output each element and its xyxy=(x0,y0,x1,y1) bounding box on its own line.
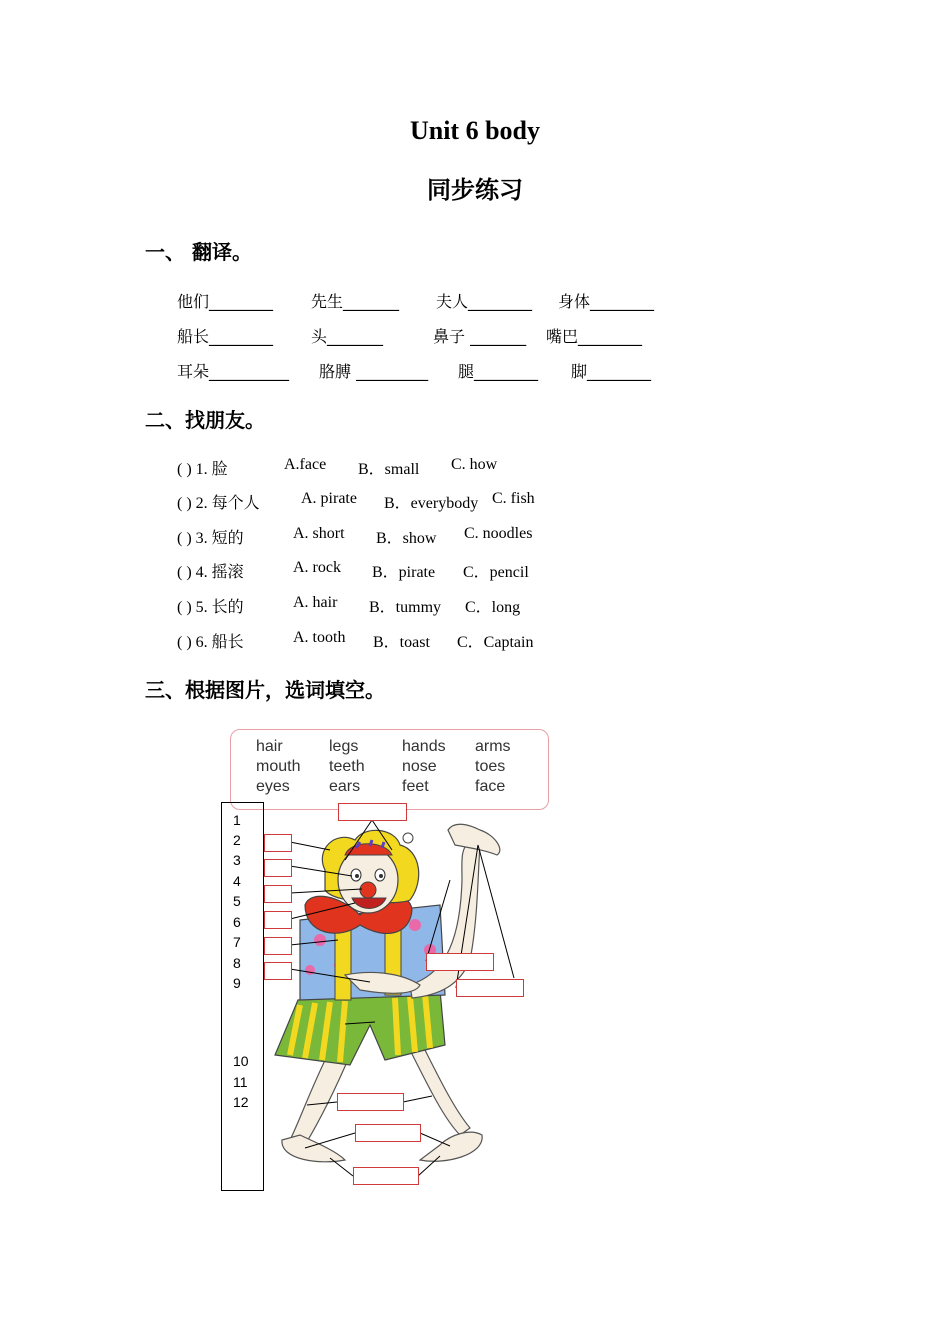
question-stem: ( ) 1. 脸 xyxy=(177,461,228,478)
word-bank-word: face xyxy=(475,778,506,795)
label-box[interactable] xyxy=(264,859,292,877)
section-1-heading: 一、 翻译。 xyxy=(145,240,252,264)
label-box[interactable] xyxy=(264,834,292,852)
section-2-heading: 二、找朋友。 xyxy=(145,408,265,432)
vocab-item: 夫人________ xyxy=(436,292,533,311)
word-bank-word: ears xyxy=(329,778,361,795)
label-box[interactable] xyxy=(456,979,524,997)
word-bank-word: nose xyxy=(402,758,437,775)
page-title: Unit 6 body xyxy=(409,116,541,145)
option-c: C. how xyxy=(451,456,498,473)
answer-number: 3 xyxy=(233,852,241,868)
vocab-item: 身体________ xyxy=(558,292,655,311)
clown-pupil xyxy=(379,874,383,878)
option-b: B．show xyxy=(376,530,437,547)
option-a: A. tooth xyxy=(293,629,346,646)
question-stem: ( ) 2. 每个人 xyxy=(177,495,260,512)
option-a: A. short xyxy=(293,525,345,542)
question-stem: ( ) 4. 摇滚 xyxy=(177,564,244,581)
option-a: A. hair xyxy=(293,594,338,611)
answer-number: 10 xyxy=(233,1053,249,1069)
vocab-item: 他们________ xyxy=(177,292,274,311)
label-box[interactable] xyxy=(353,1167,419,1185)
word-bank-word: mouth xyxy=(256,758,301,775)
question-stem: ( ) 6. 船长 xyxy=(177,634,244,651)
flower-icon xyxy=(403,833,413,843)
option-c: C. noodles xyxy=(464,525,533,542)
option-a: A.face xyxy=(284,456,327,473)
answer-number: 1 xyxy=(233,812,241,828)
option-c: C. fish xyxy=(492,490,535,507)
word-bank-word: feet xyxy=(402,778,429,795)
answer-number: 12 xyxy=(233,1094,249,1110)
option-b: B．small xyxy=(358,461,420,478)
vocab-item: 脚________ xyxy=(571,362,652,381)
word-bank-word: legs xyxy=(329,738,359,755)
clown-nose xyxy=(360,882,376,898)
word-bank-word: hands xyxy=(402,738,446,755)
vocab-item: 腿________ xyxy=(458,362,539,381)
label-box[interactable] xyxy=(337,1093,404,1111)
answer-number: 7 xyxy=(233,934,241,950)
answer-number: 11 xyxy=(233,1074,248,1090)
vocab-item: 嘴巴________ xyxy=(546,327,643,346)
question-stem: ( ) 5. 长的 xyxy=(177,599,244,616)
answer-number-column xyxy=(221,802,264,1191)
option-c: C．pencil xyxy=(463,564,529,581)
polka-dot xyxy=(314,934,326,946)
label-box[interactable] xyxy=(264,962,292,980)
option-b: B．everybody xyxy=(384,495,479,512)
option-a: A. pirate xyxy=(301,490,357,507)
vocab-item: 船长________ xyxy=(177,327,274,346)
label-box[interactable] xyxy=(264,885,292,903)
label-box[interactable] xyxy=(264,937,292,955)
vocab-item: 头_______ xyxy=(311,327,384,346)
word-bank-word: arms xyxy=(475,738,511,755)
word-bank-word: toes xyxy=(475,758,506,775)
polka-dot xyxy=(409,919,421,931)
option-c: C．long xyxy=(465,599,521,616)
option-a: A. rock xyxy=(293,559,341,576)
vocab-item: 耳朵__________ xyxy=(177,362,290,381)
section-3-heading: 三、根据图片，选词填空。 xyxy=(145,678,385,702)
answer-number: 2 xyxy=(233,832,241,848)
answer-number: 5 xyxy=(233,893,241,909)
question-stem: ( ) 3. 短的 xyxy=(177,530,244,547)
word-bank-word: teeth xyxy=(329,758,365,775)
vocab-item: 先生_______ xyxy=(311,292,400,311)
option-b: B．tummy xyxy=(369,599,442,616)
answer-number: 8 xyxy=(233,955,241,971)
label-box[interactable] xyxy=(355,1124,421,1142)
answer-number: 9 xyxy=(233,975,241,991)
label-box[interactable] xyxy=(426,953,494,971)
clown-pupil xyxy=(355,874,359,878)
label-box[interactable] xyxy=(264,911,292,929)
word-bank-word: hair xyxy=(256,738,283,755)
answer-number: 4 xyxy=(233,873,241,889)
label-box[interactable] xyxy=(338,803,407,821)
option-b: B．pirate xyxy=(372,564,436,581)
vocab-item: 鼻子 _______ xyxy=(433,327,527,346)
option-c: C．Captain xyxy=(457,634,534,651)
polka-dot xyxy=(305,965,315,975)
option-b: B．toast xyxy=(373,634,430,651)
word-bank-word: eyes xyxy=(256,778,290,795)
clown-right-leg xyxy=(410,1050,470,1135)
vocab-item: 胳膊 _________ xyxy=(319,362,429,381)
page-subtitle: 同步练习 xyxy=(427,176,523,204)
answer-number: 6 xyxy=(233,914,241,930)
